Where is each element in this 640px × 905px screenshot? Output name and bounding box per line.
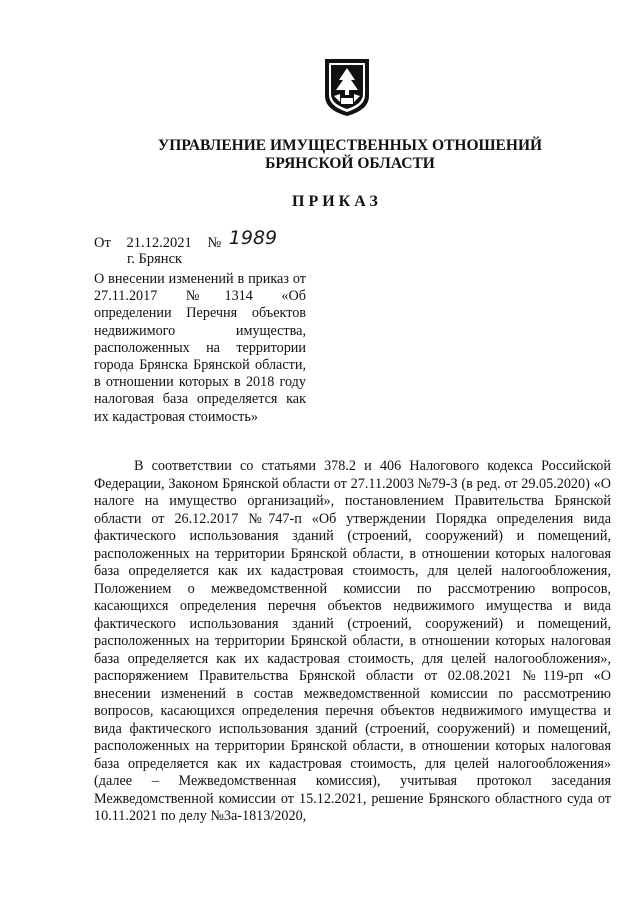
organization-name (0, 137, 640, 173)
city: г. Брянск (127, 251, 183, 267)
org-line-1: УПРАВЛЕНИЕ ИМУЩЕСТВЕННЫХ ОТНОШЕНИЙ (157, 137, 543, 154)
document-title: ПРИКАЗ (292, 193, 382, 210)
date-number-line (94, 227, 278, 252)
number-label: № (207, 235, 222, 251)
handwritten-number: 1989 (228, 227, 278, 249)
order-subject: О внесении изменений в приказ от 27.11.2017 №1314 «Об определении Перечня объектов недвижимого имущества, расположенных на территории города Брянска Брянской области, в отношении которых в 2018 году налоговая база определяется как их кадастровая стоимость» (94, 271, 306, 425)
date-prefix: От (94, 235, 111, 251)
org-line-2: БРЯНСКОЙ ОБЛАСТИ (265, 155, 435, 172)
order-date: 21.12.2021 (126, 235, 192, 251)
coat-of-arms-icon (322, 56, 372, 118)
body-paragraph: В соответствии со статьями 378.2 и 406 Налогового кодекса Российской Федерации, Законом Брянской области от 27.11.2003 №79-З (в ред. от 29.05.2020) «О налоге на имущество организаций», постановлением Правительства Брянской области от 26.12.2017 №747-п «Об утверждении Порядка определения вида фактического использования зданий (строений, сооружений) и помещений, расположенных на территории Брянской области, в отношении которых налоговая база определяется как их кадастровая стоимость, для целей налогообложения, Положением о межведомственной комиссии по рассмотрению вопросов, касающихся определения перечня объектов недвижимого имущества и вида фактического использования зданий (строений, сооружений) и помещений, расположенных на территории Брянской области, в отношении которых налоговая база определяется как их кадастровая стоимость, для целей налогообложения», распоряжением Правительства Брянской области от 02.08.2021 №119-рп «О внесении изменений в состав межведомственной комиссии по рассмотрению вопросов, касающихся определения перечня объектов недвижимого имущества и вида фактического использования зданий (строений, сооружений) и помещений, расположенных на территории Брянской области, в отношении которых налоговая база определяется как их кадастровая стоимость, для целей налогообложения» (далее – Межведомственная комиссия), учитывая протокол заседания Межведомственной комиссии от 15.12.2021, решение Брянского областного суда от 10.11.2021 по делу №3а-1813/2020, (94, 458, 611, 824)
